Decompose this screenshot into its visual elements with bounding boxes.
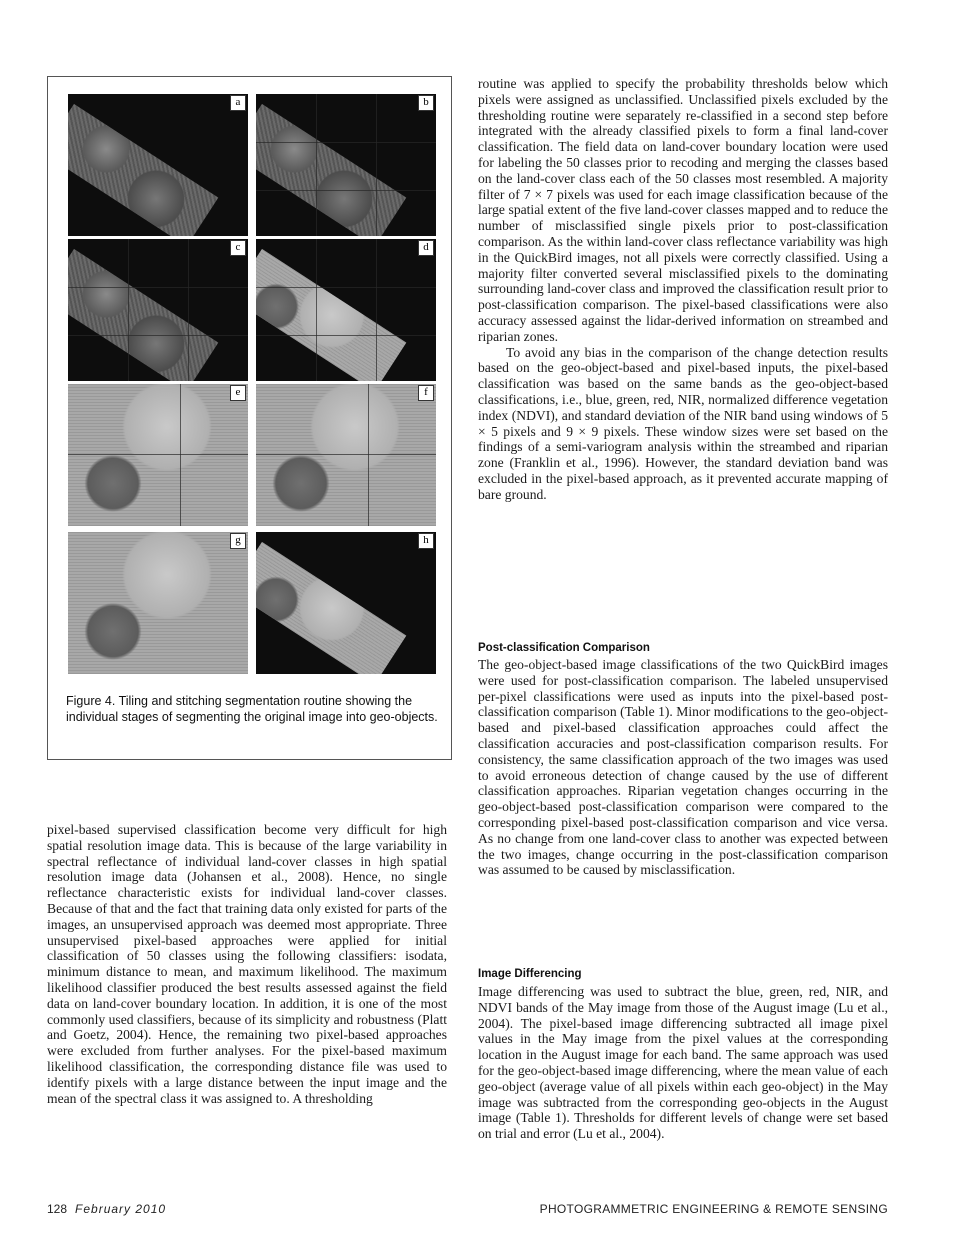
- journal-title: PHOTOGRAMMETRIC ENGINEERING & REMOTE SENSING: [539, 1202, 888, 1216]
- body-paragraph: The geo-object-based image classifications of the two QuickBird images were used for post-classification comparison. The labeled unsupervised per-pixel classifications were used as inputs into the pixel-based post-classification comparison (Table 1). Minor modifications to the geo-object-based and pixel-based classification approaches could affect the classification accuracies and post-classification comparison results. For consistency, the same classification approach of the two images was used to avoid erroneous detection of change caused by the use of different classification approaches. Riparian vegetation changes occurring in the geo-object-based post-classification comparison were compared to the corresponding pixel-based post-classification comparison and vice versa. As no change from one land-cover class to another was expected between the two images, change occurring in the post-classification comparison was assumed to be caused by misclassification.: [478, 657, 888, 878]
- figure-panel-d: [256, 239, 436, 381]
- left-column: [47, 822, 447, 1106]
- figure-caption: Figure 4. Tiling and stitching segmentation routine showing the individual stages of segmenting the original image into geo-objects.: [66, 694, 438, 724]
- panel-label: f: [418, 385, 434, 401]
- panel-label: g: [230, 533, 246, 549]
- panel-label: h: [418, 533, 434, 549]
- figure-panel-e: [68, 384, 248, 526]
- body-paragraph: To avoid any bias in the comparison of the change detection results based on the geo-object-based and pixel-based inputs, the pixel-based classification was based on the same bands as the geo-object-based classifications, i.e., blue, green, red, NIR, normalized difference vegetation index (NDVI), and standard deviation of the NIR band using windows of 5 × 5 pixels and 9 × 9 pixels. These window sizes were set based on the findings of a semi-variogram analysis within the streambed and riparian zone (Franklin et al., 1996). However, the standard deviation band was excluded in the pixel-based approach, as it prevented accurate mapping of bare ground.: [478, 344, 888, 502]
- panel-label: a: [230, 95, 246, 111]
- figure-panel-f: [256, 384, 436, 526]
- figure-4: [47, 76, 452, 760]
- page-footer-left: [47, 1202, 166, 1216]
- right-column-top: [478, 76, 888, 503]
- figure-panel-b: [256, 94, 436, 236]
- panel-label: b: [418, 95, 434, 111]
- figure-panel-h: [256, 532, 436, 674]
- issue-date: February 2010: [75, 1202, 167, 1216]
- body-paragraph: Image differencing was used to subtract the blue, green, red, NIR, and NDVI bands of the May image from those of the August image (Lu et al., 2004). The pixel-based image differencing subtracted all image pixel values in the May image from the pixel values at the corresponding location in the August image for each band. The same approach was used for the geo-object-based image differencing, where the mean value of each geo-object (average value of all pixels within each geo-object) in the May image was subtracted from the corresponding geo-objects in the August image (Table 1). Thresholds for different levels of change were set based on trial and error (Lu et al., 2004).: [478, 984, 888, 1142]
- body-paragraph: routine was applied to specify the probability thresholds below which pixels were assigned as unclassified. Unclassified pixels excluded by the thresholding routine were separately re-classified in a second step before integrated with the already classified pixels to form a final land-cover classification. The field data on land-cover boundary location were used for labeling the 50 classes prior to recoding and merging the classes based on the land-cover class each of the 50 classes most resembled. A majority filter of 7 × 7 pixels was used for each image classification because of the large spatial extent of the five land-cover classes mapped and to reduce the number of misclassified single pixels prior to post-classification comparison. As the within land-cover class reflectance variability was high in the QuickBird images, not all pixels were correctly classified. Using a majority filter converted several misclassified pixels to the dominating surrounding land-cover class and improved the classification result prior to post-classification comparison. The pixel-based classifications were also accuracy assessed against the lidar-derived information on streambed and riparian zones.: [478, 76, 888, 344]
- figure-panel-a: [68, 94, 248, 236]
- section-heading: Image Differencing: [478, 968, 582, 980]
- body-paragraph: pixel-based supervised classification become very difficult for high spatial resolution image data. This is because of the large variability in spectral reflectance of individual land-cover classes in high spatial resolution image data (Johansen et al., 2008). Hence, no single reflectance characteristic exists for individual land-cover classes. Because of that and the fact that training data only existed for parts of the images, an unsupervised approach was deemed most appropriate. Three unsupervised pixel-based approaches were applied for initial classification of 50 classes using the following classifiers: isodata, minimum distance to mean, and maximum likelihood. The maximum likelihood classifier produced the best results assessed against the field data on land-cover boundary location. In addition, it is one of the most commonly used classifiers, because of its simplicity and robustness (Platt and Goetz, 2004). Hence, the remaining two pixel-based approaches were excluded from further analyses. For the pixel-based maximum likelihood classification, the corresponding distance file was used to identify pixels with a large distance between the input image and the mean of the spectral class it was assigned to. A thresholding: [47, 822, 447, 1106]
- panel-label: e: [230, 385, 246, 401]
- panel-label: c: [230, 240, 246, 256]
- panel-label: d: [418, 240, 434, 256]
- section-heading: Post-classification Comparison: [478, 642, 650, 654]
- figure-panel-g: [68, 532, 248, 674]
- right-column-bottom: [478, 984, 888, 1142]
- page-number: 128: [47, 1202, 68, 1216]
- right-column-middle: [478, 657, 888, 878]
- figure-panel-c: [68, 239, 248, 381]
